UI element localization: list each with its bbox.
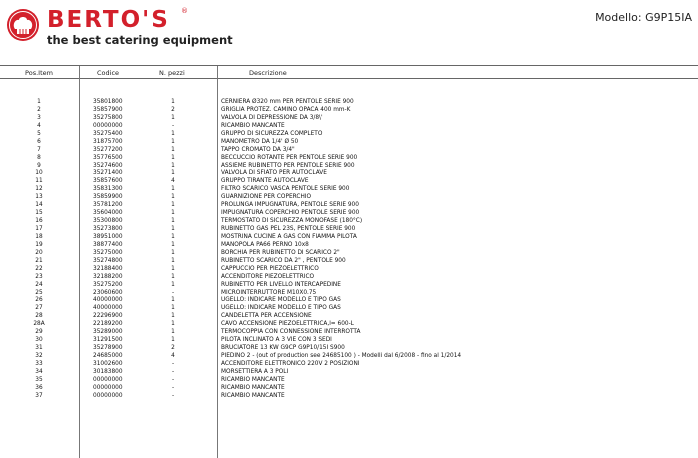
row-qty: -: [171, 376, 175, 383]
column-header-pos: Pos.Item: [25, 69, 53, 77]
row-code: 35275400: [93, 130, 123, 137]
row-qty: -: [171, 360, 175, 367]
table-row: [0, 345, 698, 353]
row-qty: 1: [171, 146, 175, 153]
row-code: 00000000: [93, 122, 123, 129]
row-code: 35275200: [93, 281, 123, 288]
row-qty: 1: [171, 305, 175, 312]
table-row: [0, 385, 698, 393]
row-pos: 18: [35, 233, 43, 240]
row-code: 35831300: [93, 186, 123, 193]
row-description: RICAMBIO MANCANTE: [221, 122, 285, 129]
row-qty: 1: [171, 170, 175, 177]
row-code: 30183800: [93, 368, 123, 375]
row-description: GRIGLIA PROTEZ. CAMINO OPACA 400 mm-K: [221, 106, 351, 113]
row-pos: 6: [37, 138, 41, 145]
table-row: [0, 353, 698, 361]
row-code: 35859900: [93, 194, 123, 201]
table-row: [0, 305, 698, 313]
row-code: 35289000: [93, 329, 123, 336]
row-pos: 17: [35, 226, 43, 232]
row-pos: 26: [35, 297, 43, 304]
row-code: 35275800: [93, 114, 123, 121]
row-qty: -: [171, 368, 175, 375]
brand-name: BERTO'S: [47, 7, 170, 33]
row-description: UGELLO: INDICARE MODELLO E TIPO GAS: [221, 297, 341, 304]
row-qty: 1: [171, 241, 175, 248]
row-code: 35273800: [93, 226, 123, 232]
row-code: 35278900: [93, 345, 123, 352]
row-description: CANDELETTA PER ACCENSIONE: [221, 313, 312, 320]
row-description: PROLUNGA IMPUGNATURA, PENTOLE SERIE 900: [221, 202, 359, 209]
row-pos: 35: [35, 376, 43, 383]
row-pos: 36: [35, 384, 43, 391]
row-qty: 1: [171, 162, 175, 169]
row-code: 32188400: [93, 265, 123, 272]
table-row: [0, 274, 698, 282]
table-row: [0, 155, 698, 163]
row-qty: 2: [171, 345, 175, 352]
row-pos: 25: [35, 289, 43, 296]
model-label: Modello: G9P15IA: [595, 11, 692, 24]
row-description: CAPPUCCIO PER PIEZOELETTRICO: [221, 265, 319, 272]
table-row: [0, 290, 698, 298]
row-pos: 23: [35, 273, 43, 280]
table-row: [0, 194, 698, 202]
row-description: RICAMBIO MANCANTE: [221, 376, 285, 383]
row-pos: 11: [35, 178, 43, 185]
row-pos: 10: [35, 170, 43, 177]
row-description: FILTRO SCARICO VASCA PENTOLE SERIE 900: [221, 186, 350, 193]
row-code: 22189200: [93, 321, 123, 328]
table-row: [0, 202, 698, 210]
row-code: 31875700: [93, 138, 123, 145]
row-description: VALVOLA DI SFIATO PER AUTOCLAVE: [221, 170, 327, 177]
row-pos: 37: [35, 392, 43, 399]
row-qty: 1: [171, 337, 175, 344]
row-description: RICAMBIO MANCANTE: [221, 384, 285, 391]
table-row: [0, 147, 698, 155]
row-code: 35271400: [93, 170, 123, 177]
table-top-rule: [0, 65, 698, 66]
row-description: ACCENDITORE PIEZOELETTRICO: [221, 273, 315, 280]
row-qty: 4: [171, 178, 175, 185]
row-description: CERNIERA Ø320 mm PER PENTOLE SERIE 900: [221, 99, 354, 105]
table-row: [0, 170, 698, 178]
row-qty: 1: [171, 265, 175, 272]
row-pos: 3: [37, 114, 41, 121]
row-description: GRUPPO DI SICUREZZA COMPLETO: [221, 130, 323, 137]
table-row: [0, 139, 698, 147]
row-qty: 1: [171, 186, 175, 193]
row-code: 35857900: [93, 106, 123, 113]
row-code: 35801800: [93, 99, 123, 105]
row-pos: 9: [37, 162, 41, 169]
row-description: BECCUCCIO ROTANTE PER PENTOLE SERIE 900: [221, 154, 358, 161]
row-pos: 31: [35, 345, 43, 352]
row-pos: 22: [35, 265, 43, 272]
table-row: [0, 369, 698, 377]
row-qty: 1: [171, 194, 175, 201]
row-pos: 14: [35, 202, 43, 209]
table-row: [0, 250, 698, 258]
table-header-rule: [0, 78, 698, 79]
row-description: VALVOLA DI DEPRESSIONE DA 3/8\': [221, 114, 323, 121]
row-qty: 1: [171, 249, 175, 256]
row-pos: 1: [37, 99, 41, 105]
row-pos: 16: [35, 218, 43, 225]
row-pos: 19: [35, 241, 43, 248]
row-qty: 1: [171, 138, 175, 145]
row-code: 00000000: [93, 384, 123, 391]
row-qty: 2: [171, 106, 175, 113]
row-description: MANOPOLA PA66 PERNO 10x8: [221, 241, 309, 248]
row-code: 35857600: [93, 178, 123, 185]
row-description: MORSETTIERA A 3 POLI: [221, 368, 289, 375]
row-qty: 1: [171, 99, 175, 105]
row-code: 31291500: [93, 337, 123, 344]
table-row: [0, 123, 698, 131]
row-qty: 1: [171, 130, 175, 137]
row-qty: -: [171, 122, 175, 129]
row-qty: 4: [171, 353, 175, 359]
row-qty: 1: [171, 154, 175, 161]
table-row: [0, 218, 698, 226]
row-qty: 1: [171, 273, 175, 280]
row-pos: 27: [35, 305, 43, 312]
row-description: RUBINETTO SCARICO DA 2" , PENTOLE 900: [221, 257, 346, 264]
row-qty: 1: [171, 313, 175, 320]
row-description: CAVO ACCENSIONE PIEZOELETTRICA,l= 600-L: [221, 321, 354, 328]
row-code: 35277200: [93, 146, 123, 153]
row-qty: 1: [171, 226, 175, 232]
row-code: 35781200: [93, 202, 123, 209]
row-code: 40000000: [93, 305, 123, 312]
row-code: 38877400: [93, 241, 123, 248]
row-description: BRUCIATORE 13 KW G9CP G9P10/15I S900: [221, 345, 345, 352]
row-qty: 1: [171, 218, 175, 225]
row-code: 31002600: [93, 360, 123, 367]
table-row: [0, 210, 698, 218]
table-row: [0, 329, 698, 337]
table-row: [0, 234, 698, 242]
column-header-code: Codice: [97, 69, 120, 77]
row-code: 23060600: [93, 289, 123, 296]
table-row: [0, 115, 698, 123]
row-code: 00000000: [93, 392, 123, 399]
row-code: 22296900: [93, 313, 123, 320]
table-row: [0, 178, 698, 186]
table-row: [0, 282, 698, 290]
row-pos: 34: [35, 368, 43, 375]
row-code: 35604000: [93, 210, 123, 217]
row-qty: -: [171, 384, 175, 391]
row-description: MANOMETRO DA 1/4' Ø 50: [221, 138, 299, 145]
brand-tagline: the best catering equipment: [47, 33, 233, 47]
row-description: GRUPPO TIRANTE AUTOCLAVE: [221, 178, 309, 185]
row-description: TERMOSTATO DI SICUREZZA MONOFASE (180°C): [221, 218, 363, 225]
row-qty: 1: [171, 329, 175, 336]
row-pos: 15: [35, 210, 43, 217]
row-description: PIEDINO 2 - (out of production see 24685100 ) - Modelli dal 6/2008 - fino al 1/2014: [221, 353, 462, 359]
table-row: [0, 393, 698, 401]
row-description: ACCENDITORE ELETTRONICO 220V 2 POSIZIONI: [221, 360, 360, 367]
row-description: IMPUGNATURA COPERCHIO PENTOLE SERIE 900: [221, 210, 360, 217]
row-description: RICAMBIO MANCANTE: [221, 392, 285, 399]
row-pos: 4: [37, 122, 41, 129]
row-description: MOSTRINA CUCINE A GAS CON FIAMMA PILOTA: [221, 233, 357, 240]
column-header-qty: N. pezzi: [159, 69, 185, 77]
row-qty: 1: [171, 297, 175, 304]
row-pos: 24: [35, 281, 43, 288]
column-header-desc: Descrizione: [249, 69, 287, 77]
row-qty: 1: [171, 281, 175, 288]
row-code: 35776500: [93, 154, 123, 161]
row-pos: 7: [37, 146, 41, 153]
row-description: MICROINTERRUTTORE M10X0.75: [221, 289, 317, 296]
table-row: [0, 186, 698, 194]
row-pos: 8: [37, 154, 41, 161]
row-qty: -: [171, 289, 175, 296]
row-pos: 13: [35, 194, 43, 201]
table-row: [0, 163, 698, 171]
row-code: 24685000: [93, 353, 123, 359]
table-row: [0, 361, 698, 369]
row-pos: 30: [35, 337, 43, 344]
table-row: [0, 99, 698, 107]
row-description: TERMOCOPPIA CON CONNESSIONE INTERROTTA: [221, 329, 361, 336]
table-row: [0, 377, 698, 385]
row-code: 40000000: [93, 297, 123, 304]
row-pos: 28A: [33, 321, 45, 328]
row-pos: 2: [37, 106, 41, 113]
page-header: [0, 0, 698, 60]
row-pos: 32: [35, 353, 43, 359]
table-row: [0, 258, 698, 266]
row-qty: 1: [171, 321, 175, 328]
row-code: 32188200: [93, 273, 123, 280]
row-qty: -: [171, 392, 175, 399]
table-row: [0, 242, 698, 250]
row-qty: 1: [171, 202, 175, 209]
row-description: TAPPO CROMATO DA 3/4": [221, 146, 295, 153]
table-row: [0, 321, 698, 329]
row-description: PILOTA INCLINATO A 3 VIE CON 3 SEDI: [221, 337, 332, 344]
row-pos: 33: [35, 360, 43, 367]
row-description: ASSIEME RUBINETTO PER PENTOLE SERIE 900: [221, 162, 355, 169]
row-description: RUBINETTO PER LIVELLO INTERCAPEDINE: [221, 281, 341, 288]
table-row: [0, 131, 698, 139]
row-pos: 12: [35, 186, 43, 193]
registered-mark: ®: [181, 7, 188, 15]
row-pos: 28: [35, 313, 43, 320]
row-pos: 5: [37, 130, 41, 137]
row-qty: 1: [171, 233, 175, 240]
row-description: RUBINETTO GAS PEL 23S, PENTOLE SERIE 900: [221, 226, 356, 232]
table-row: [0, 337, 698, 345]
row-description: GUARNIZIONE PER COPERCHIO: [221, 194, 312, 201]
bertos-chef-hat-logo-icon: [6, 8, 40, 42]
row-pos: 21: [35, 257, 43, 264]
table-row: [0, 266, 698, 274]
table-row: [0, 226, 698, 234]
row-code: 35275000: [93, 249, 123, 256]
row-code: 35274600: [93, 162, 123, 169]
table-row: [0, 107, 698, 115]
row-qty: 1: [171, 257, 175, 264]
row-pos: 29: [35, 329, 43, 336]
row-code: 35274800: [93, 257, 123, 264]
row-pos: 20: [35, 249, 43, 256]
row-qty: 1: [171, 210, 175, 217]
row-qty: 1: [171, 114, 175, 121]
row-code: 38951000: [93, 233, 123, 240]
table-row: [0, 297, 698, 305]
row-description: BORCHIA PER RUBINETTO DI SCARICO 2": [221, 249, 340, 256]
table-row: [0, 313, 698, 321]
parts-table-body: [0, 99, 698, 401]
row-code: 35300800: [93, 218, 123, 225]
row-code: 00000000: [93, 376, 123, 383]
row-description: UGELLO: INDICARE MODELLO E TIPO GAS: [221, 305, 341, 312]
